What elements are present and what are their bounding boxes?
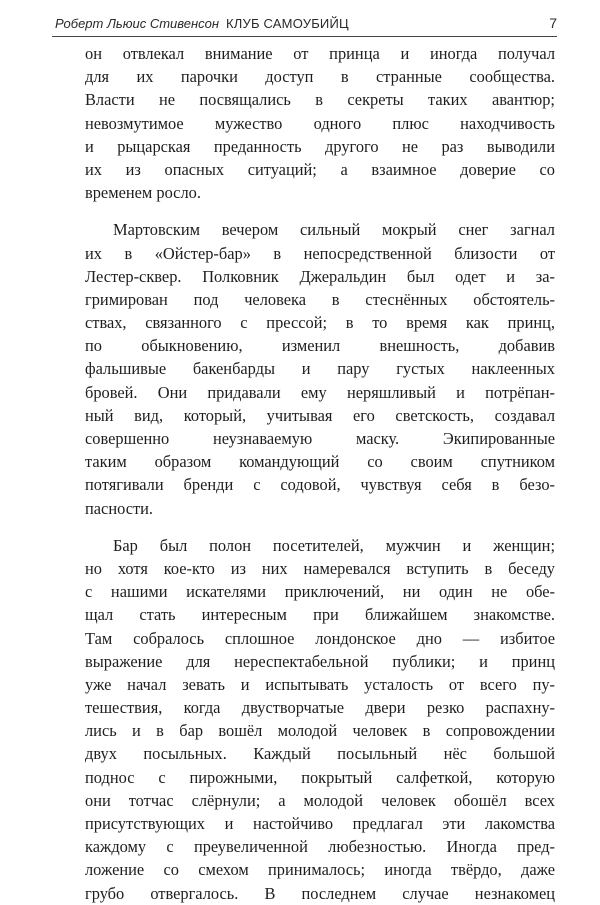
text-line: с нашими искателями приключений, ни один не обе- bbox=[85, 582, 555, 602]
paragraph-3 bbox=[85, 534, 555, 905]
text-line: Мартовским вечером сильный мокрый снег загнал bbox=[113, 220, 555, 240]
text-line: бровей. Они придавали ему неряшливый и потрёпан- bbox=[85, 382, 555, 402]
header-book-title: КЛУБ САМОУБИЙЦ bbox=[226, 16, 349, 31]
text-line: уже начал зевать и испытывать усталость от всего пу- bbox=[85, 674, 555, 694]
paragraph-gap bbox=[85, 520, 555, 534]
text-line: они тотчас слёрнули; а молодой человек обошёл всех bbox=[85, 790, 555, 810]
text-line: фальшивые бакенбарды и пару густых наклеенных bbox=[85, 359, 555, 379]
text-line: Власти не посвящались в секреты таких авантюр; bbox=[85, 90, 555, 110]
text-line: ствах, связанного с прессой; в то время как принц, bbox=[85, 313, 555, 333]
paragraph-gap bbox=[85, 204, 555, 218]
text-line: грубо отвергалось. В последнем случае незнакомец bbox=[85, 883, 555, 903]
text-line: тешествия, когда двустворчатые двери резко распахну- bbox=[85, 698, 555, 718]
running-header bbox=[52, 12, 557, 37]
text-line: по обыкновению, изменил внешность, добавив bbox=[85, 336, 555, 356]
text-line: для их парочки доступ в странные сообщества. bbox=[85, 67, 555, 87]
text-line: временем росло. bbox=[85, 183, 201, 203]
text-line: Там собралось сплошное лондонское дно — избитое bbox=[85, 628, 555, 648]
body-text bbox=[85, 42, 555, 905]
text-line: каждому с преувеличенной любезностью. Иногда пред- bbox=[85, 837, 555, 857]
page-number: 7 bbox=[549, 15, 557, 31]
text-line: двух посыльных. Каждый посыльный нёс большой bbox=[85, 744, 555, 764]
text-line: выражение для нереспектабельной публики; и принц bbox=[85, 651, 555, 671]
header-author: Роберт Льюис Стивенсон bbox=[55, 16, 220, 31]
text-line: совершенно неузнаваемую маску. Экипированные bbox=[85, 429, 555, 448]
text-line: пасности. bbox=[85, 498, 154, 518]
text-line: и рыцарская преданность другого не раз выводили bbox=[85, 136, 555, 156]
text-line: потягивали бренди с содовой, чувствуя себя в безо- bbox=[85, 475, 555, 495]
paragraph-2 bbox=[85, 218, 555, 519]
text-line: поднос с пирожными, покрытый салфеткой, которую bbox=[85, 767, 555, 787]
paragraph-1 bbox=[85, 42, 555, 204]
text-line: Лестер-сквер. Полковник Джеральдин был одет и за- bbox=[85, 266, 555, 286]
text-line: ложение со смехом принималось; иногда твёрдо, даже bbox=[85, 860, 555, 880]
text-line: невозмутимое мужество одного плюс находчивость bbox=[85, 113, 555, 133]
text-line: Бар был полон посетителей, мужчин и женщин; bbox=[113, 535, 555, 555]
text-line: их в «Ойстер-бар» в непосредственной близости от bbox=[85, 243, 555, 263]
text-line: он отвлекал внимание от принца и иногда получал bbox=[85, 44, 555, 63]
text-line: присутствующих и настойчиво предлагал эти лакомства bbox=[85, 814, 555, 833]
text-line: лись и в бар вошёл молодой человек в сопровождении bbox=[85, 721, 555, 741]
text-line: их из опасных ситуаций; а взаимное доверие со bbox=[85, 159, 555, 179]
text-line: ный вид, который, учитывая его светскость, создавал bbox=[85, 405, 555, 425]
text-line: таким образом командующий со своим спутником bbox=[85, 452, 555, 472]
text-line: гримирован под человека в стеснённых обстоятель- bbox=[85, 289, 555, 309]
text-line: щал стать интересным при ближайшем знакомстве. bbox=[85, 605, 555, 625]
text-line: но хотя кое-кто из них намеревался вступить в беседу bbox=[85, 558, 555, 578]
